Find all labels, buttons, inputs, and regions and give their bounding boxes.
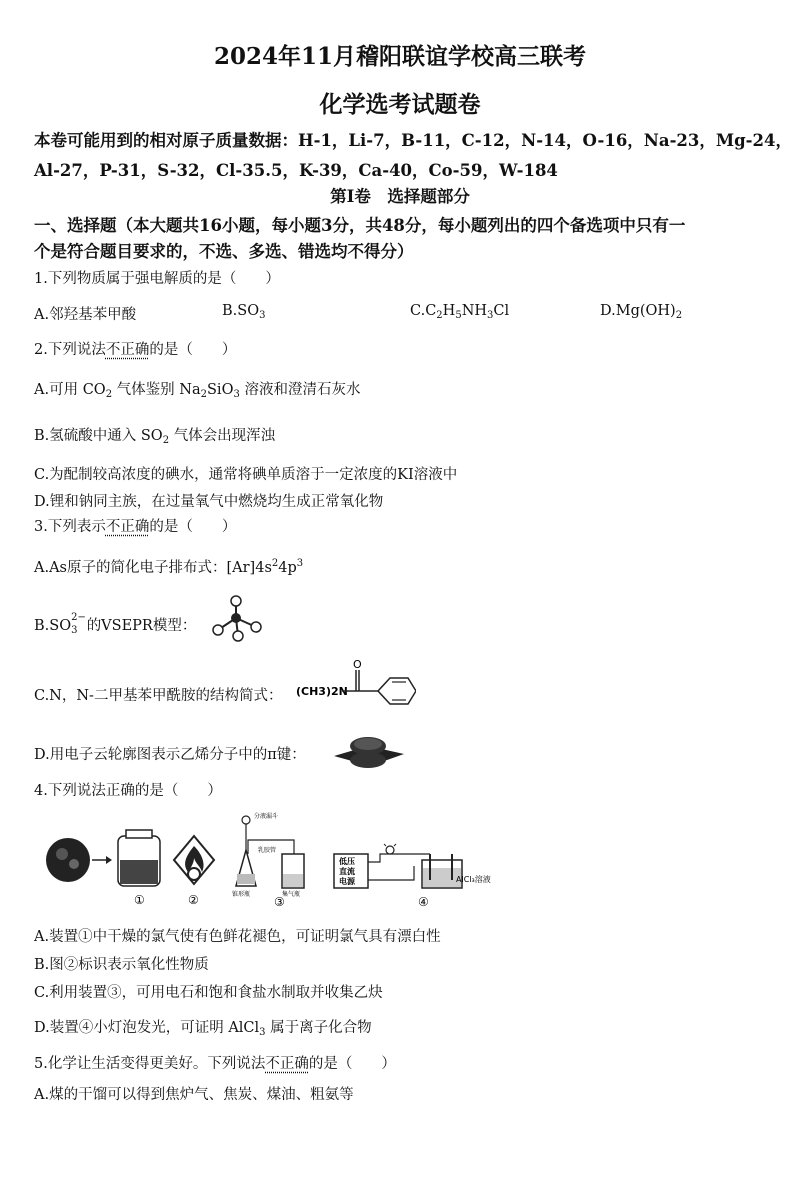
dimethylbenzamide-structure — [296, 658, 416, 720]
exam-title: 2024年11月稽阳联谊学校高三联考 — [213, 43, 587, 70]
exam-subtitle: 化学选考试题卷 — [319, 91, 481, 118]
q5-stem: 5.化学让生活变得更美好。下列说法不正确的是（ ） — [34, 1056, 396, 1072]
figure-1-flower-jar — [46, 830, 160, 907]
section-instruction-2: 个是符合题目要求的，不选、多选、错选均不得分） — [34, 242, 414, 261]
figure-3-gas-generation — [232, 812, 304, 909]
svg-text:电源: 电源 — [339, 877, 355, 886]
svg-text:低压: 低压 — [339, 857, 355, 866]
figure-2-hazard-symbol — [174, 836, 214, 907]
q2-option-a: A.可用 $CO_2$ 气体鉴别 $Na_2SiO_3$ 溶液和澄清石灰水 — [34, 382, 361, 400]
q1-option-d: $D.Mg(OH)_2$ — [600, 303, 683, 321]
q4-option-d: D.装置④小灯泡发光，可证明 AlCl$_3$ 属于离子化合物 — [34, 1020, 372, 1038]
figure-label-1: ① — [134, 893, 145, 907]
q2-option-d: D.锂和钠同主族，在过量氧气中燃烧均生成正常氧化物 — [34, 494, 384, 510]
q4-stem: 4.下列说法正确的是（ ） — [34, 783, 222, 799]
svg-text:直流: 直流 — [339, 867, 355, 876]
amine-group-label: (CH3)2N — [296, 685, 348, 698]
q1-option-b: $B.SO_3$ — [222, 303, 266, 321]
svg-text:集气瓶: 集气瓶 — [282, 891, 301, 898]
q3-stem: 3.下列表示不正确的是（ ） — [34, 519, 237, 535]
q3-option-b: B.SO $_{2- 3}$ 的VSEPR模型： — [34, 612, 197, 636]
atomic-mass-line-1: 本卷可能用到的相对原子质量数据：H-1，Li-7，B-11，C-12，N-14，O-16，Na-23，Mg-24， — [34, 131, 792, 150]
figure-label-2: ② — [188, 893, 199, 907]
figure-label-3: ③ — [274, 895, 285, 909]
q5-option-a: A.煤的干馏可以得到焦炉气、焦炭、煤油、粗氨等 — [34, 1087, 354, 1103]
svg-text:锥形瓶: 锥形瓶 — [232, 891, 251, 898]
q3-option-a: A.As原子的简化电子排布式：$[Ar]4s^24p^3$ — [34, 558, 304, 576]
q1-stem: 1.下列物质属于强电解质的是（ ） — [34, 271, 280, 287]
q2-stem: 2.下列说法不正确的是（ ） — [34, 342, 237, 358]
q2-option-b: B.氢硫酸中通入 $SO_2$ 气体会出现浑浊 — [34, 428, 276, 446]
svg-text:乳胶管: 乳胶管 — [258, 847, 277, 854]
q4-apparatus-figures — [34, 810, 504, 910]
q1-option-a: A.邻羟基苯甲酸 — [34, 307, 137, 323]
vsepr-model-figure — [210, 594, 266, 642]
section-instruction-1: 一、选择题（本大题共16小题，每小题3分，共48分，每小题列出的四个备选项中只有一 — [34, 216, 686, 235]
q4-option-a: A.装置①中干燥的氯气使有色鲜花褪色，可证明氯气具有漂白性 — [34, 929, 441, 945]
svg-text:AlCl₃溶液: AlCl₃溶液 — [456, 875, 491, 884]
section-title: 第Ⅰ卷 选择题部分 — [330, 187, 470, 206]
q3-option-d: D.用电子云轮廓图表示乙烯分子中的π键： — [34, 747, 306, 763]
svg-text:O: O — [353, 658, 362, 671]
q4-option-b: B.图②标识表示氧化性物质 — [34, 957, 209, 973]
figure-label-4: ④ — [418, 895, 429, 909]
pi-bond-cloud-figure — [328, 728, 408, 772]
q3-option-c: C.N，N-二甲基苯甲酰胺的结构简式： — [34, 688, 283, 704]
atomic-mass-line-2: Al-27，P-31，S-32，Cl-35.5，K-39，Ca-40，Co-59，W-184 — [34, 161, 558, 180]
svg-text:分液漏斗: 分液漏斗 — [254, 813, 279, 820]
figure-4-conductivity-test — [334, 844, 491, 909]
q4-option-c: C.利用装置③，可用电石和饱和食盐水制取并收集乙炔 — [34, 985, 383, 1001]
q1-option-c: $C.C_2H_5NH_3Cl$ — [410, 303, 510, 321]
q2-option-c: C.为配制较高浓度的碘水，通常将碘单质溶于一定浓度的KI溶液中 — [34, 467, 458, 483]
